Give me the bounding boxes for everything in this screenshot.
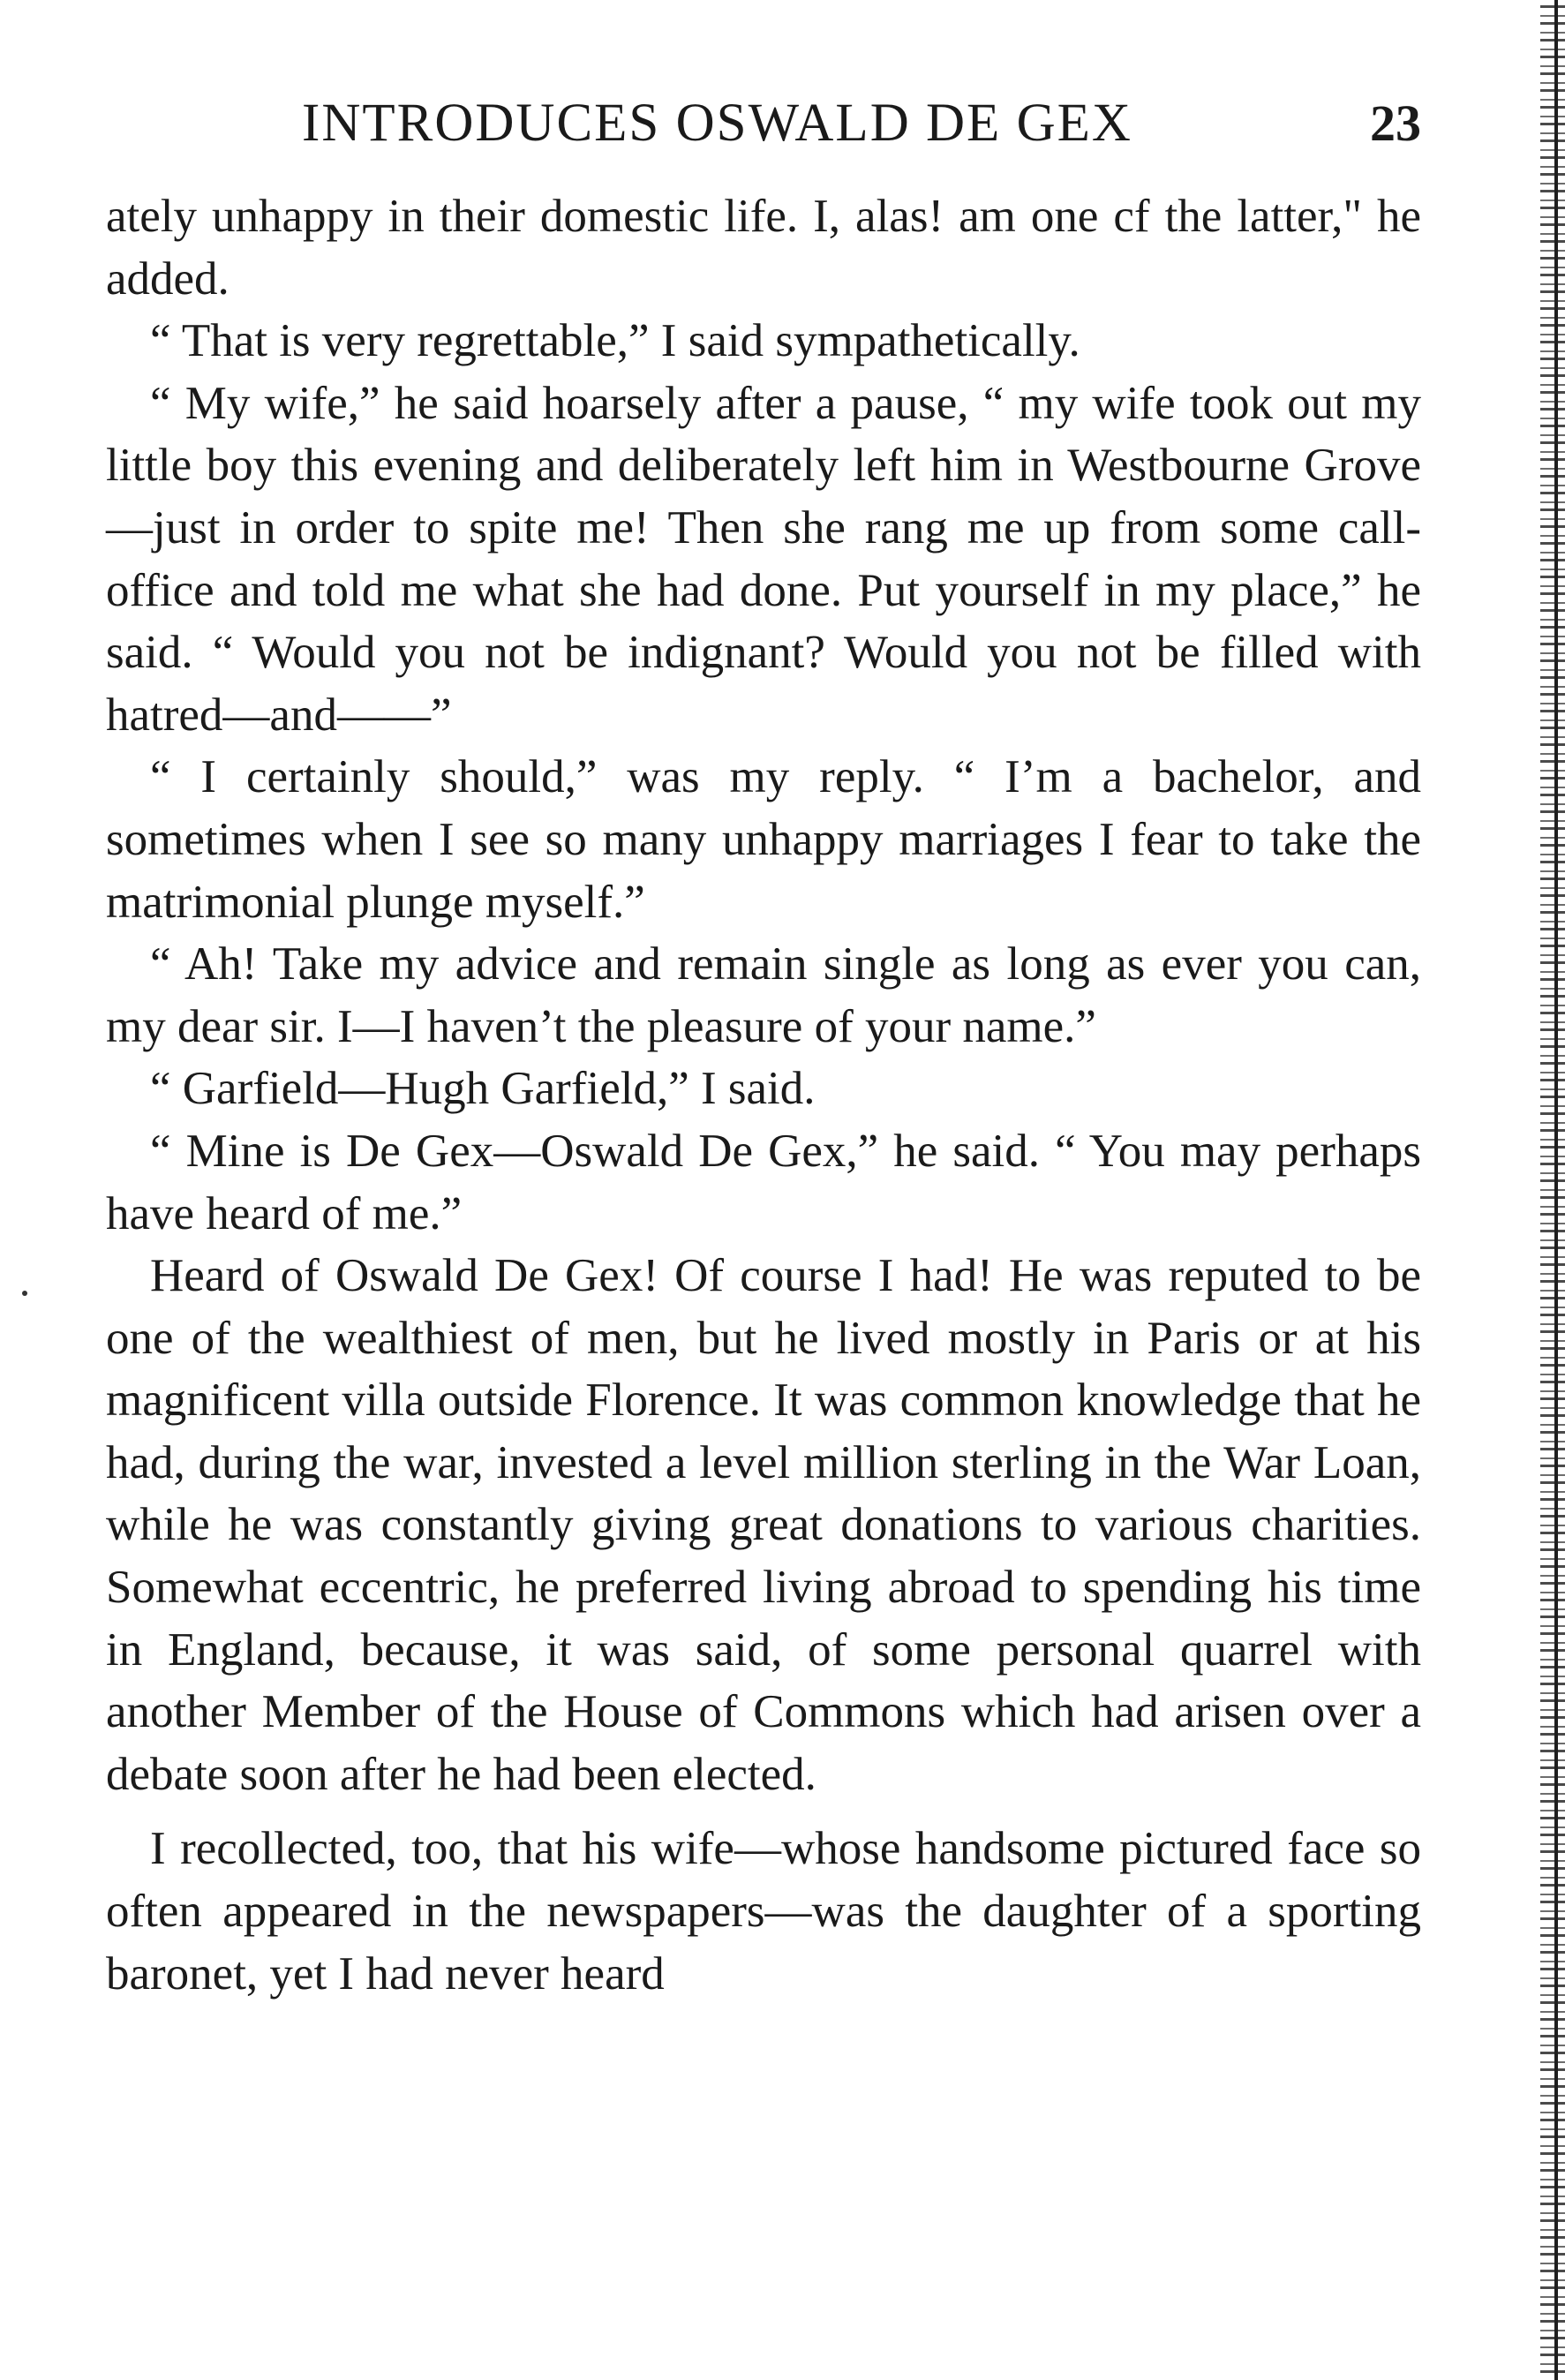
chapter-title: INTRODUCES OSWALD DE GEX (302, 94, 1132, 153)
paragraph: I recollected, too, that his wife—whose handsome pictured face so often appeared in the newspapers—was the daughter of a sporting baronet, yet I had never heard (106, 1823, 1421, 2000)
page-number: 23 (1370, 94, 1421, 152)
binding-edge (1540, 0, 1565, 2380)
paragraph: “ My wife,” he said hoarsely after a pause, “ my wife took out my little boy this evening and deliberately left him in Westbourne Grove—just in order to spite me! Then she rang me up from some call-office and told me what she had done. Put yourself in my place,” he said. “ Would you not be indignant? Would you not be filled with hatred—and——” (106, 377, 1421, 741)
paragraph: “ Ah! Take my advice and remain single as long as ever you can, my dear sir. I—I haven’t the pleasure of your name.” (106, 938, 1421, 1052)
binding-line (1554, 0, 1558, 2380)
paragraph: Heard of Oswald De Gex! Of course I had! He was reputed to be one of the wealthiest of men, but he lived mostly in Paris or at his magnificent villa outside Florence. It was common knowledge that he had, during the war, invested a level million sterling in the War Loan, while he was constantly giving great donations to various charities. Somewhat eccentric, he preferred living abroad to spending his time in England, because, it was said, of some personal quarrel with another Member of the House of Commons which had arisen over a debate soon after he had been elected. (106, 1250, 1421, 1800)
running-head (106, 88, 1421, 159)
paragraph: “ Mine is De Gex—Oswald De Gex,” he said. “ You may perhaps have heard of me.” (106, 1125, 1421, 1239)
paragraph: “ I certainly should,” was my reply. “ I’m a bachelor, and sometimes when I see so many unhappy marriages I fear to take the matrimonial plunge myself.” (106, 751, 1421, 928)
body-text (106, 185, 1421, 2005)
paragraph: ately unhappy in their domestic life. I, alas! am one cf the latter," he added. (106, 191, 1421, 305)
paragraph: “ That is very regrettable,” I said sympathetically. (150, 315, 1080, 367)
ink-speck (22, 1291, 27, 1296)
paragraph: “ Garfield—Hugh Garfield,” I said. (150, 1063, 816, 1115)
